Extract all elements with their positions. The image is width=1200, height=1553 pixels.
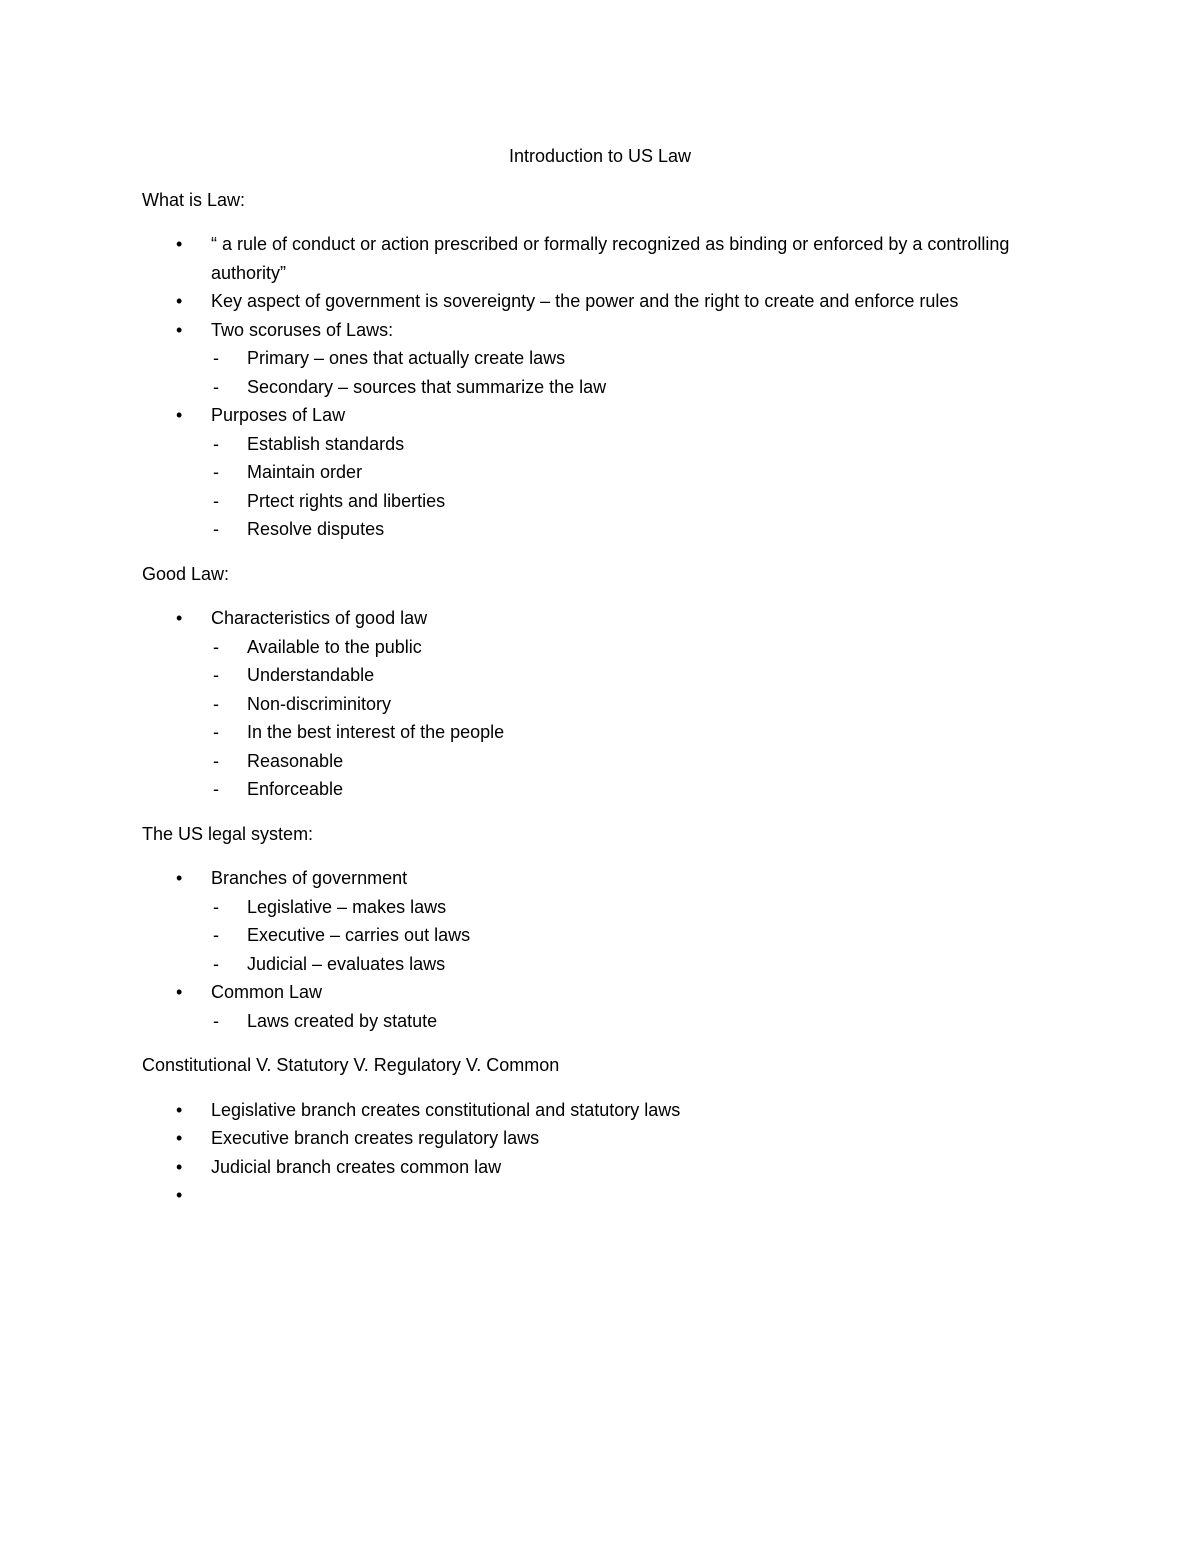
- sub-item-text: Maintain order: [247, 462, 363, 482]
- bullet-text: Legislative branch creates constitutional and statutory laws: [211, 1099, 681, 1120]
- bullet-icon: •: [176, 982, 183, 1002]
- bullet-icon: •: [176, 1099, 183, 1120]
- bullet-item: [142, 316, 1062, 402]
- sub-list: [211, 1007, 1062, 1036]
- dash-icon: -: [213, 433, 219, 454]
- sub-item: [142, 690, 1062, 719]
- bullet-item: [142, 864, 1062, 978]
- bullet-list: [142, 864, 1062, 1035]
- sub-item-text: Legislative – makes laws: [247, 896, 447, 917]
- dash-icon: -: [213, 636, 219, 657]
- bullet-icon: •: [176, 405, 183, 425]
- sub-item: [142, 373, 1062, 402]
- sub-item: [142, 893, 1062, 922]
- dash-icon: -: [213, 925, 219, 945]
- dash-icon: -: [213, 896, 219, 917]
- sub-item-text: Available to the public: [247, 636, 422, 657]
- sub-item-text: Understandable: [247, 665, 375, 685]
- bullet-item: [142, 287, 1062, 316]
- sub-item-text: Establish standards: [247, 433, 405, 454]
- sub-item-text: Non-discriminitory: [247, 693, 392, 714]
- sub-list: [211, 430, 1062, 544]
- bullet-text: Two scoruses of Laws:: [211, 319, 394, 340]
- bullet-text: Judicial branch creates common law: [211, 1156, 502, 1177]
- sub-item: [142, 633, 1062, 662]
- bullet-list: [142, 1096, 1062, 1210]
- bullet-list: [142, 604, 1062, 804]
- bullet-item: [142, 1153, 1062, 1182]
- dash-icon: -: [213, 953, 219, 974]
- sub-item-text: Laws created by statute: [247, 1010, 438, 1031]
- sub-item: [142, 487, 1062, 516]
- dash-icon: -: [213, 348, 219, 368]
- sub-item-text: Prtect rights and liberties: [247, 490, 446, 511]
- sub-item-text: Reasonable: [247, 750, 344, 771]
- bullet-icon: •: [176, 868, 183, 888]
- dash-icon: -: [213, 665, 219, 685]
- dash-icon: -: [213, 462, 219, 482]
- bullet-list: [142, 230, 1062, 544]
- sub-item: [142, 458, 1062, 487]
- document-body: [142, 186, 1062, 1210]
- bullet-text: Executive branch creates regulatory laws: [211, 1128, 540, 1148]
- dash-icon: -: [213, 490, 219, 511]
- bullet-item: [142, 1181, 1062, 1210]
- sub-item: [142, 515, 1062, 544]
- bullet-icon: •: [176, 319, 183, 340]
- bullet-item: [142, 401, 1062, 544]
- dash-icon: -: [213, 779, 219, 799]
- sub-item: [142, 718, 1062, 747]
- sub-item: [142, 747, 1062, 776]
- sub-list: [211, 633, 1062, 804]
- sub-item-text: Judicial – evaluates laws: [247, 953, 446, 974]
- bullet-text: Purposes of Law: [211, 405, 346, 425]
- bullet-text: Key aspect of government is sovereignty – the power and the right to create and enforce rules: [211, 291, 959, 311]
- sub-list: [211, 893, 1062, 979]
- section-heading: Good Law:: [142, 563, 230, 584]
- sub-item: [142, 950, 1062, 979]
- bullet-text: Branches of government: [211, 868, 408, 888]
- dash-icon: -: [213, 750, 219, 771]
- dash-icon: -: [213, 519, 219, 539]
- sub-item: [142, 344, 1062, 373]
- bullet-icon: •: [176, 1156, 183, 1177]
- section-heading: Constitutional V. Statutory V. Regulatory V. Common: [142, 1055, 560, 1075]
- sub-item: [142, 1007, 1062, 1036]
- bullet-text: Common Law: [211, 982, 323, 1002]
- sub-item: [142, 661, 1062, 690]
- bullet-icon: •: [176, 608, 183, 628]
- dash-icon: -: [213, 1010, 219, 1031]
- sub-item-text: Executive – carries out laws: [247, 925, 471, 945]
- bullet-item: [142, 604, 1062, 804]
- bullet-item: [142, 1124, 1062, 1153]
- sub-item: [142, 775, 1062, 804]
- section-heading: What is Law:: [142, 189, 246, 210]
- section-heading: The US legal system:: [142, 823, 314, 844]
- sub-item-text: Secondary – sources that summarize the law: [247, 376, 607, 397]
- sub-item-text: Primary – ones that actually create laws: [247, 348, 566, 368]
- document-page: [142, 142, 1062, 1226]
- document-title: Introduction to US Law: [508, 146, 692, 166]
- sub-item-text: In the best interest of the people: [247, 722, 505, 742]
- sub-list: [211, 344, 1062, 401]
- dash-icon: -: [213, 376, 219, 397]
- sub-item: [142, 430, 1062, 459]
- sub-item-text: Enforceable: [247, 779, 344, 799]
- bullet-text: [211, 1181, 1071, 1210]
- bullet-icon: •: [176, 1128, 183, 1148]
- bullet-item: [142, 230, 1062, 287]
- bullet-text: “ a rule of conduct or action prescribed or formally recognized as binding or enforced by a controlling authority”: [211, 234, 1010, 283]
- dash-icon: -: [213, 722, 219, 742]
- bullet-item: [142, 978, 1062, 1035]
- bullet-item: [142, 1096, 1062, 1125]
- dash-icon: -: [213, 693, 219, 714]
- bullet-text: Characteristics of good law: [211, 608, 428, 628]
- bullet-icon: •: [176, 234, 183, 254]
- bullet-icon: •: [176, 291, 183, 311]
- sub-item: [142, 921, 1062, 950]
- bullet-icon: •: [176, 1185, 183, 1205]
- sub-item-text: Resolve disputes: [247, 519, 385, 539]
